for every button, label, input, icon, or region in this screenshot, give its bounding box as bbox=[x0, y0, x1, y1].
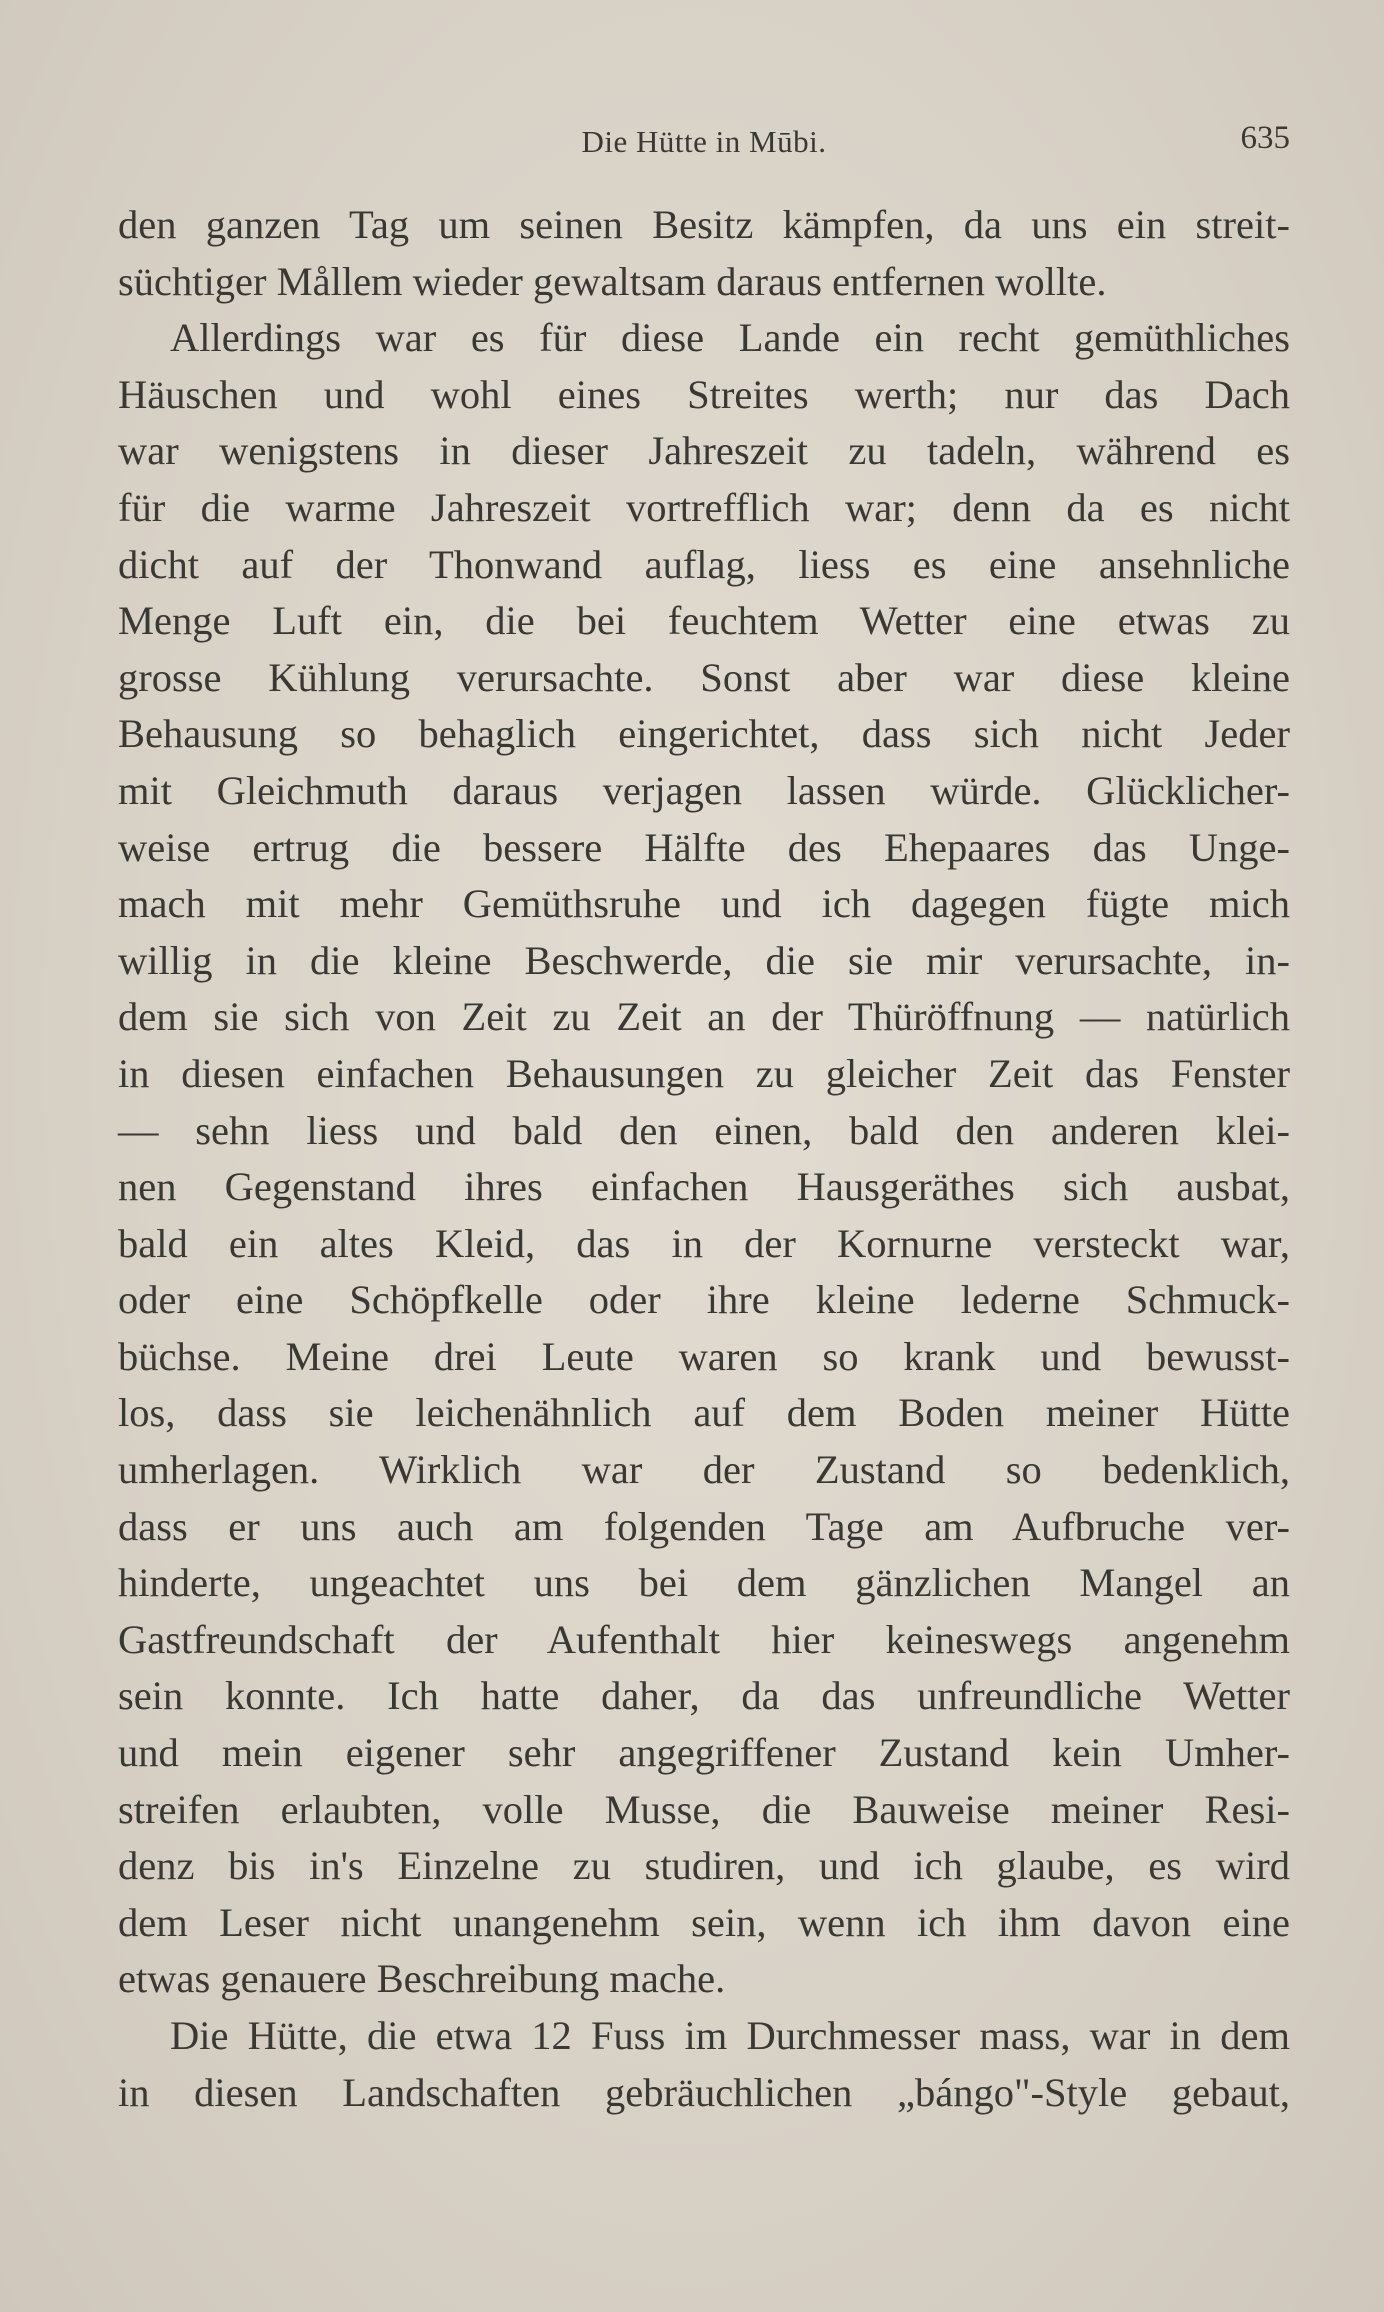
text-line: Gastfreundschaft der Aufenthalt hier keineswegs angenehm bbox=[118, 1616, 1290, 1662]
text-line: büchse. Meine drei Leute waren so krank und bewusst- bbox=[118, 1333, 1290, 1379]
text-line: Häuschen und wohl eines Streites werth; nur das Dach bbox=[118, 371, 1290, 417]
text-line: mach mit mehr Gemüthsruhe und ich dagegen fügte mich bbox=[118, 881, 1290, 927]
text-line: willig in die kleine Beschwerde, die sie mir verursachte, in- bbox=[118, 937, 1290, 983]
text-line: dem sie sich von Zeit zu Zeit an der Thüröffnung — natürlich bbox=[118, 994, 1290, 1040]
text-line: denz bis in's Einzelne zu studiren, und ich glaube, es wird bbox=[118, 1843, 1290, 1889]
running-title: Die Hütte in Mūbi. bbox=[581, 124, 827, 159]
text-line: dicht auf der Thonwand auflag, liess es eine ansehnliche bbox=[118, 541, 1290, 587]
body-text bbox=[118, 197, 1290, 2121]
text-line: — sehn liess und bald den einen, bald den anderen klei- bbox=[118, 1107, 1290, 1153]
text-line: oder eine Schöpfkelle oder ihre kleine lederne Schmuck- bbox=[118, 1277, 1290, 1323]
text-line: Allerdings war es für diese Lande ein recht gemüthliches bbox=[170, 315, 1290, 361]
text-line: dem Leser nicht unangenehm sein, wenn ich ihm davon eine bbox=[118, 1899, 1290, 1945]
text-line: weise ertrug die bessere Hälfte des Ehepaares das Unge- bbox=[118, 824, 1290, 870]
page-number: 635 bbox=[1240, 120, 1290, 156]
text-line: nen Gegenstand ihres einfachen Hausgeräthes sich ausbat, bbox=[118, 1164, 1290, 1210]
text-line: Die Hütte, die etwa 12 Fuss im Durchmesser mass, war in dem bbox=[170, 2013, 1290, 2058]
text-line: war wenigstens in dieser Jahreszeit zu tadeln, während es bbox=[118, 428, 1290, 474]
text-line: mit Gleichmuth daraus verjagen lassen würde. Glücklicher- bbox=[118, 767, 1290, 813]
text-line: streifen erlaubten, volle Musse, die Bauweise meiner Resi- bbox=[118, 1786, 1290, 1832]
text-line: bald ein altes Kleid, das in der Kornurne versteckt war, bbox=[118, 1220, 1290, 1266]
text-line: Menge Luft ein, die bei feuchtem Wetter eine etwas zu bbox=[118, 598, 1290, 644]
text-line: los, dass sie leichenähnlich auf dem Boden meiner Hütte bbox=[118, 1390, 1290, 1436]
text-line: und mein eigener sehr angegriffener Zustand kein Umher- bbox=[118, 1730, 1290, 1776]
text-line: in diesen Landschaften gebräuchlichen „bángo"-Style gebaut, bbox=[118, 2069, 1290, 2115]
text-line: hinderte, ungeachtet uns bei dem gänzlichen Mangel an bbox=[118, 1560, 1290, 1606]
running-head bbox=[118, 118, 1290, 168]
text-line: Behausung so behaglich eingerichtet, dass sich nicht Jeder bbox=[118, 711, 1290, 757]
text-line: für die warme Jahreszeit vortrefflich war; denn da es nicht bbox=[118, 484, 1290, 530]
text-line: etwas genauere Beschreibung mache. bbox=[118, 1956, 726, 2002]
text-line: in diesen einfachen Behausungen zu gleicher Zeit das Fenster bbox=[118, 1050, 1290, 1096]
text-line: umherlagen. Wirklich war der Zustand so bedenklich, bbox=[118, 1447, 1290, 1493]
text-line: sein konnte. Ich hatte daher, da das unfreundliche Wetter bbox=[118, 1673, 1290, 1719]
text-line: grosse Kühlung verursachte. Sonst aber war diese kleine bbox=[118, 654, 1290, 700]
text-line: den ganzen Tag um seinen Besitz kämpfen, da uns ein streit- bbox=[118, 202, 1290, 247]
text-line: dass er uns auch am folgenden Tage am Aufbruche ver- bbox=[118, 1503, 1290, 1549]
text-line: süchtiger Mållem wieder gewaltsam daraus entfernen wollte. bbox=[118, 258, 1107, 304]
